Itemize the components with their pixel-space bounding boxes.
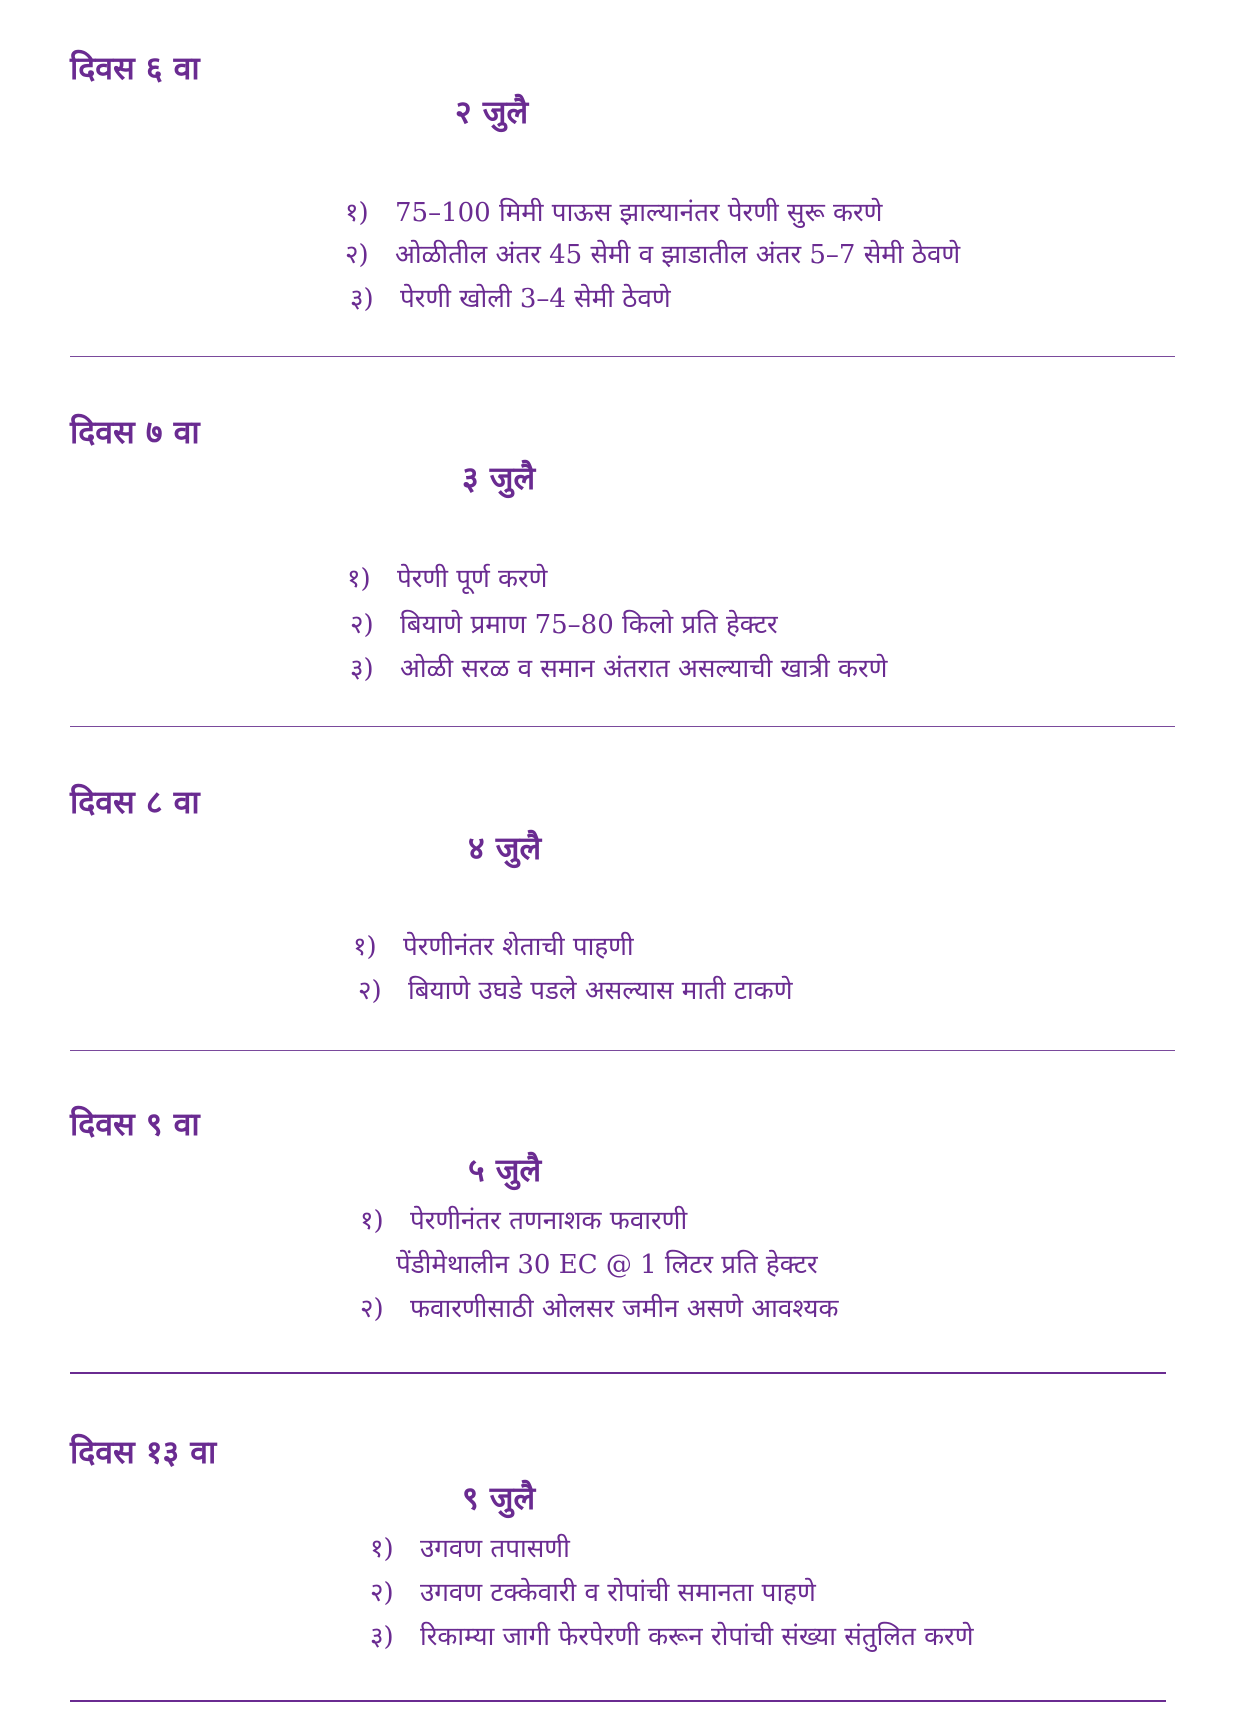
task-text: पेरणीनंतर तणनाशक फवारणी: [410, 1206, 688, 1236]
task-number: २): [358, 976, 382, 1006]
task-number: २): [360, 1294, 384, 1324]
task-text: पेंडीमेथालीन 30 EC @ 1 लिटर प्रति हेक्टर: [396, 1250, 818, 1280]
task-text: पेरणी पूर्ण करणे: [397, 564, 548, 594]
task-item: [370, 1532, 570, 1566]
task-item: [360, 1204, 687, 1238]
task-item: [350, 608, 778, 642]
task-text: फवारणीसाठी ओलसर जमीन असणे आवश्यक: [410, 1294, 839, 1324]
task-number: २): [370, 1578, 394, 1608]
section-divider: [70, 1700, 1166, 1702]
task-text: उगवण तपासणी: [420, 1534, 570, 1564]
task-item: [353, 930, 634, 964]
task-number: १): [360, 1206, 384, 1236]
task-item: [345, 238, 960, 272]
task-item: [360, 1292, 838, 1326]
day-title: दिवस ६ वा: [70, 49, 200, 87]
section-divider: [70, 356, 1175, 357]
task-number: १): [353, 932, 377, 962]
day-title: दिवस ९ वा: [70, 1105, 200, 1143]
task-number: ३): [370, 1622, 394, 1652]
task-number: २): [345, 240, 369, 270]
task-number: ३): [350, 284, 374, 314]
task-number: १): [345, 198, 369, 228]
task-text: रिकाम्या जागी फेरपेरणी करून रोपांची संख्या संतुलित करणे: [420, 1622, 974, 1652]
section-divider: [70, 1372, 1166, 1374]
day-title: दिवस ८ वा: [70, 783, 200, 821]
task-item: [345, 196, 882, 230]
day-date: ५ जुलै: [468, 1151, 542, 1189]
day-date: ३ जुलै: [462, 459, 536, 497]
task-text: ओळी सरळ व समान अंतरात असल्याची खात्री करणे: [400, 654, 888, 684]
task-text: उगवण टक्केवारी व रोपांची समानता पाहणे: [420, 1578, 816, 1608]
task-number: ३): [350, 654, 374, 684]
task-item: [358, 974, 793, 1008]
task-text: पेरणीनंतर शेताची पाहणी: [403, 932, 634, 962]
task-text: बियाणे उघडे पडले असल्यास माती टाकणे: [408, 976, 793, 1006]
task-number: २): [350, 610, 374, 640]
task-item: [370, 1620, 974, 1654]
task-text: पेरणी खोली 3–4 सेमी ठेवणे: [400, 284, 671, 314]
section-divider: [70, 726, 1175, 727]
task-text: ओळीतील अंतर 45 सेमी व झाडातील अंतर 5–7 सेमी ठेवणे: [395, 240, 961, 270]
day-title: दिवस १३ वा: [70, 1433, 217, 1471]
day-date: ४ जुलै: [468, 829, 542, 867]
task-item: [350, 282, 671, 316]
day-title: दिवस ७ वा: [70, 413, 200, 451]
task-number: १): [370, 1534, 394, 1564]
task-item: [370, 1576, 816, 1610]
task-number: १): [347, 564, 371, 594]
task-item: [350, 652, 887, 686]
task-text: 75–100 मिमी पाऊस झाल्यानंतर पेरणी सुरू करणे: [395, 198, 883, 228]
task-item-continued: [396, 1248, 818, 1282]
task-text: बियाणे प्रमाण 75–80 किलो प्रति हेक्टर: [400, 610, 778, 640]
day-date: २ जुलै: [455, 93, 529, 131]
day-date: ९ जुलै: [462, 1479, 536, 1517]
section-divider: [70, 1050, 1175, 1051]
task-item: [347, 562, 547, 596]
